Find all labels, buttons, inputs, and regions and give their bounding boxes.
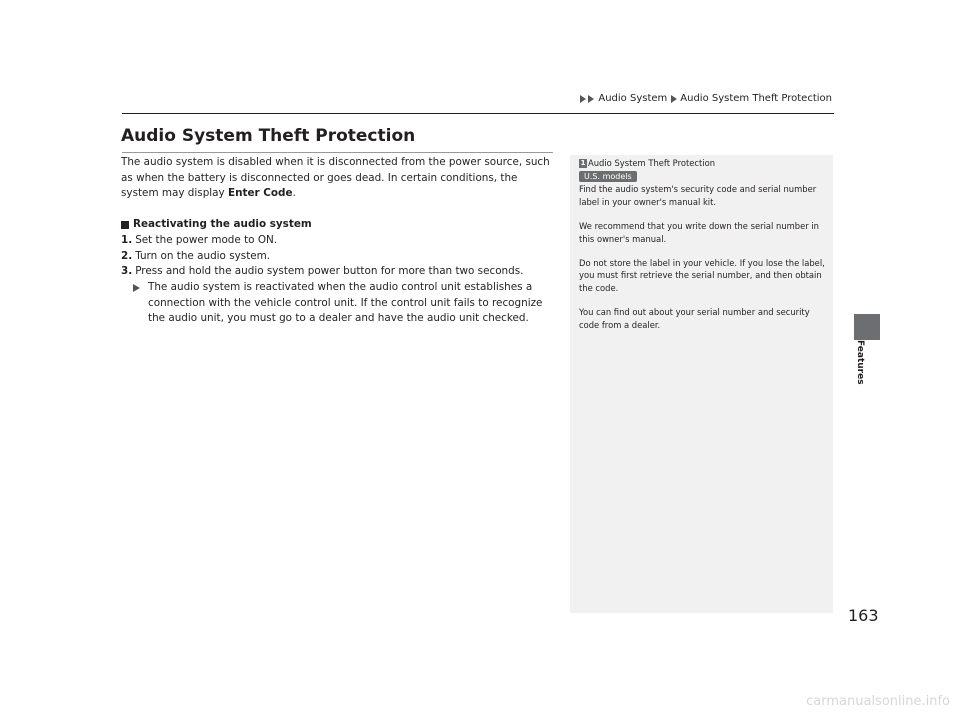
- title-divider: [122, 152, 553, 153]
- square-bullet-icon: [121, 221, 129, 229]
- step-number: 3.: [121, 265, 133, 278]
- arrow-right-icon: [671, 95, 677, 103]
- main-content: [121, 155, 557, 327]
- breadcrumb-item-audio-system[interactable]: Audio System: [598, 93, 668, 104]
- note-title-text: Audio System Theft Protection: [588, 158, 716, 168]
- list-item: [121, 264, 557, 280]
- intro-text: The audio system is disabled when it is disconnected from the power source, such as when the battery is disconnected or goes dead. In certain conditions, the system may display: [121, 156, 550, 200]
- note-paragraph: We recommend that you write down the serial number in this owner's manual.: [579, 221, 819, 244]
- list-item: [121, 249, 557, 265]
- breadcrumb-item-theft-protection[interactable]: Audio System Theft Protection: [680, 93, 832, 104]
- arrow-right-icon: [588, 95, 594, 103]
- step-number: 1.: [121, 233, 133, 246]
- sub-step: [121, 280, 557, 327]
- section-heading-text: Reactivating the audio system: [133, 218, 312, 231]
- watermark: carmanualsonline.info: [806, 694, 950, 709]
- note-paragraph: Do not store the label in your vehicle. If you lose the label, you must first retrieve the serial number, and then obtain the code.: [579, 258, 825, 293]
- step-text: Set the power mode to ON.: [135, 233, 278, 246]
- reference-number-icon: 1: [580, 158, 586, 167]
- note-paragraph: You can find out about your serial number and security code from a dealer.: [579, 307, 810, 330]
- page-number: 163: [848, 606, 879, 625]
- note-title: [579, 157, 825, 169]
- page-title: Audio System Theft Protection: [121, 126, 416, 146]
- side-tab-text: Features: [855, 340, 865, 385]
- model-badge: U.S. models: [579, 171, 637, 182]
- enter-code-term: Enter Code: [228, 187, 293, 200]
- sub-step-text: The audio system is reactivated when the audio control unit establishes a connection with the vehicle control unit. If the control unit fails to recognize the audio unit, you must go to a dealer and have the audio unit checked.: [148, 280, 543, 325]
- side-tab-label[interactable]: [852, 340, 868, 390]
- intro-paragraph: [121, 155, 557, 202]
- section-heading: [121, 217, 557, 233]
- section-tab-marker: [854, 314, 880, 340]
- header-divider: [122, 113, 834, 114]
- breadcrumb: [580, 93, 832, 104]
- intro-text-end: .: [292, 187, 296, 200]
- arrow-right-icon: [133, 284, 140, 292]
- arrow-right-icon: [580, 95, 586, 103]
- step-text: Press and hold the audio system power button for more than two seconds.: [135, 265, 524, 278]
- note-sidebar: [570, 155, 833, 613]
- step-text: Turn on the audio system.: [135, 249, 271, 262]
- step-number: 2.: [121, 249, 133, 262]
- list-item: [121, 233, 557, 249]
- note-paragraph: Find the audio system's security code and serial number label in your owner's manual kit.: [579, 184, 817, 207]
